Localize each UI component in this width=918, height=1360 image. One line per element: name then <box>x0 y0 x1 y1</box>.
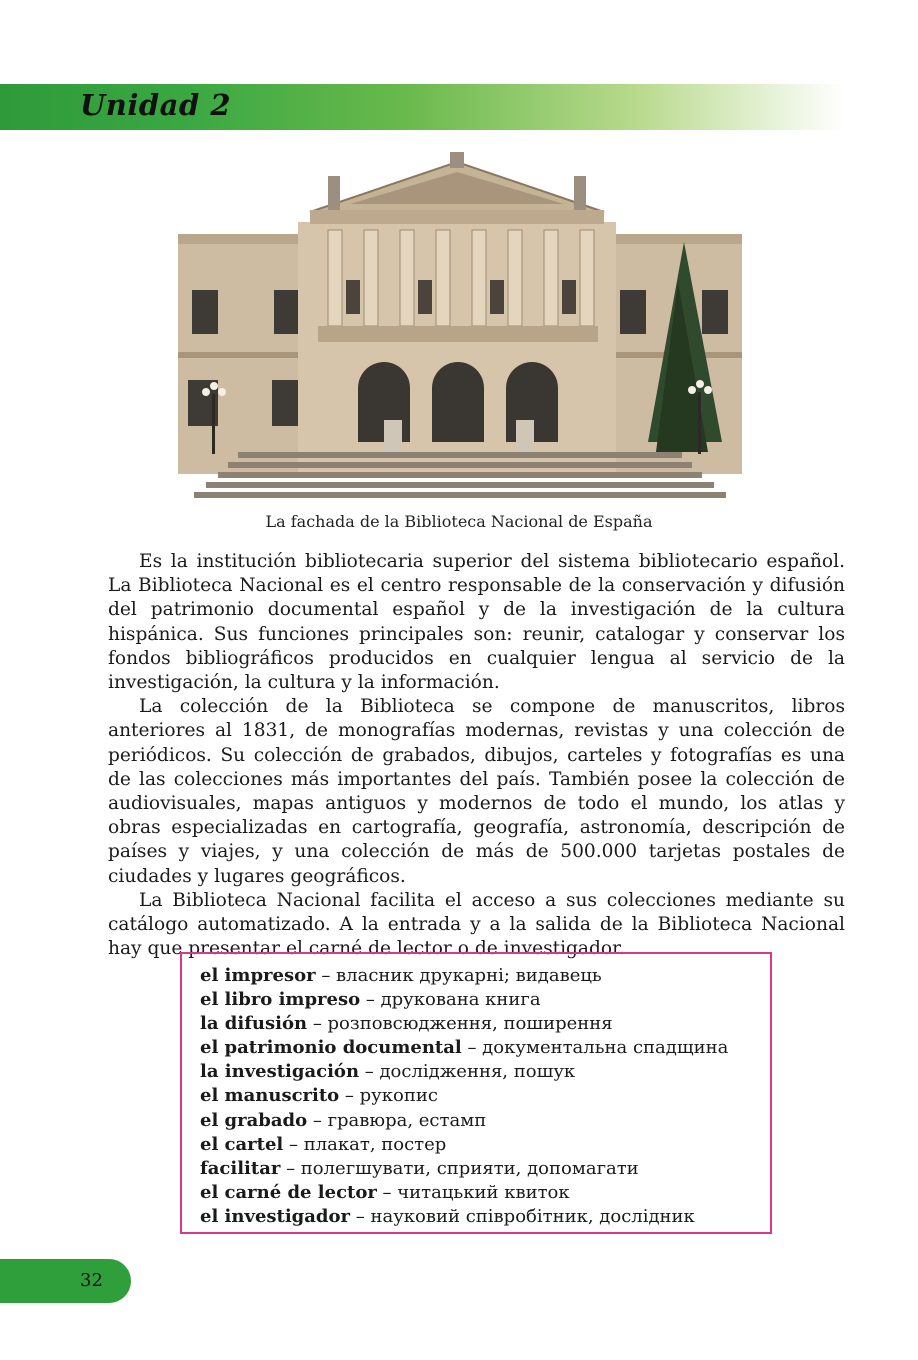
vocab-entry <box>200 1060 770 1084</box>
body-text <box>108 550 845 961</box>
vocab-entry <box>200 1012 770 1036</box>
vocab-entry <box>200 1133 770 1157</box>
vocab-translation: – науковий співробітник, дослідник <box>350 1205 695 1227</box>
vocab-entry <box>200 1157 770 1181</box>
vocab-term: el patrimonio documental <box>200 1037 462 1059</box>
paragraph: La Biblioteca Nacional facilita el acceso a sus colecciones mediante su catálogo automatizado. A la entrada y a la salida de la Biblioteca Nacional hay que presentar el carné de lector o de investigador. <box>108 889 845 960</box>
paragraph: Es la institución bibliotecaria superior del sistema bibliotecario español. La Biblioteca Nacional es el centro responsable de la conservación y difusión del patrimonio documental español y de la investigación de la cultura hispánica. Sus funciones principales son: reunir, catalogar y conservar los fondos bibliográficos producidos en cualquier lengua al servicio de la investigación, la cultura y la información. <box>108 551 845 694</box>
vocab-entry <box>200 1084 770 1108</box>
vocab-term: la investigación <box>200 1061 360 1083</box>
vocab-term: la difusión <box>200 1013 308 1035</box>
vocab-translation: – плакат, постер <box>283 1133 447 1155</box>
vocab-term: facilitar <box>200 1157 281 1179</box>
vocab-term: el grabado <box>200 1109 308 1131</box>
vocab-translation: – полегшувати, сприяти, допомагати <box>280 1157 639 1179</box>
vocab-translation: – гравюра, естамп <box>307 1109 487 1131</box>
vocab-entry <box>200 964 770 988</box>
vocab-term: el impresor <box>200 965 316 986</box>
paragraph: La colección de la Biblioteca se compone de manuscritos, libros anteriores al 1831, de monografías modernas, revistas y una colección de periódicos. Su colección de grabados, dibujos, carteles y fotografías es una de las colecciones más importantes del país. También posee la colección de audiovisuales, mapas antiguos y modernos de todo el mundo, los atlas y obras especializadas en cartografía, geografía, astronomía, descripción de países y viajes, y una colección de más de 500.000 tarjetas postales de ciudades y lugares geográficos. <box>108 696 845 887</box>
vocabulary-box <box>180 952 772 1234</box>
vocab-entry <box>200 1181 770 1205</box>
vocab-translation: – друкована книга <box>360 989 541 1011</box>
page-number-tab <box>0 1259 131 1303</box>
vocab-entry <box>200 1036 770 1060</box>
photo-caption: La fachada de la Biblioteca Nacional de España <box>265 512 653 531</box>
vocab-term: el carné de lector <box>200 1181 377 1203</box>
vocab-translation: – дослідження, пошук <box>359 1061 576 1083</box>
vocab-term: el cartel <box>200 1133 284 1155</box>
vocab-entry <box>200 988 770 1012</box>
vocab-translation: – документальна спадщина <box>461 1037 729 1059</box>
vocab-entry <box>200 1205 770 1229</box>
vocab-term: el investigador <box>200 1205 351 1227</box>
page-number: 32 <box>80 1270 103 1291</box>
vocab-term: el libro impreso <box>200 989 361 1011</box>
library-facade-photo <box>178 152 742 498</box>
vocab-entry <box>200 1109 770 1133</box>
vocab-translation: – розповсюдження, поширення <box>307 1013 613 1035</box>
vocab-translation: – рукопис <box>339 1085 438 1107</box>
vocab-translation: – читацький квиток <box>376 1181 570 1203</box>
vocab-term: el manuscrito <box>200 1085 340 1107</box>
unit-title: Unidad 2 <box>80 88 232 122</box>
vocab-translation: – власник друкарні; видавець <box>315 965 602 986</box>
